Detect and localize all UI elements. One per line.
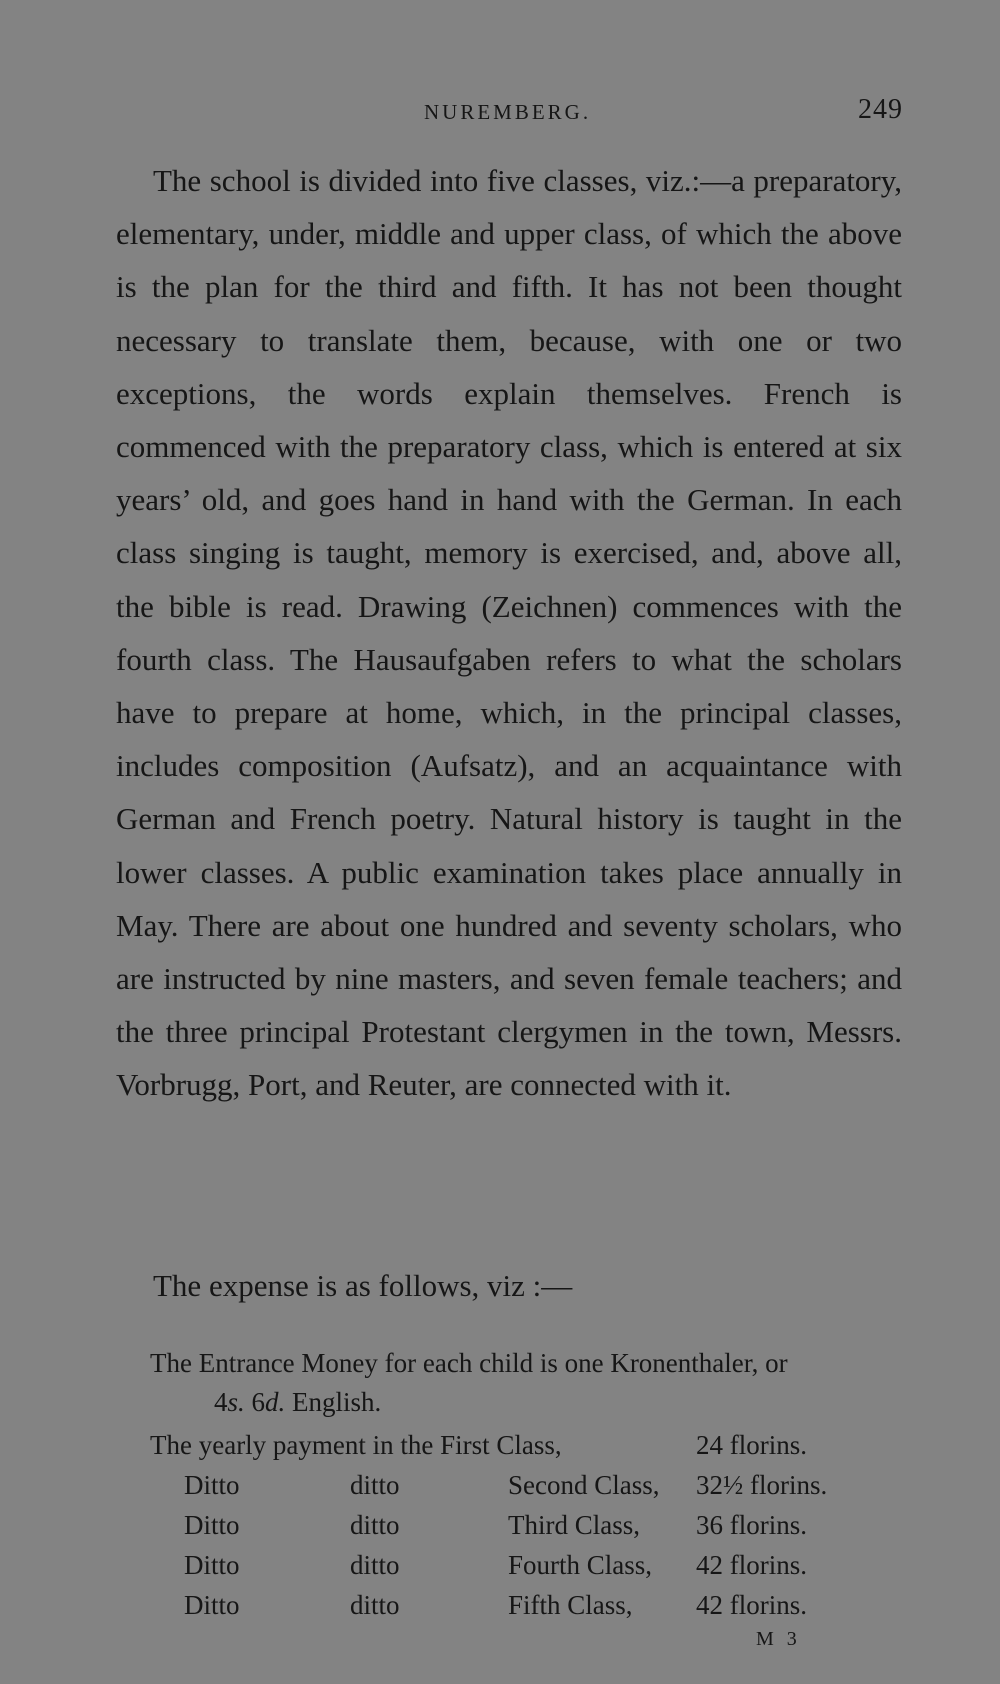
- fee-label: Ditto: [184, 1550, 240, 1580]
- fee-class: Third Class,: [508, 1510, 640, 1540]
- fee-row-fourth: [150, 1545, 910, 1585]
- fee-label: Ditto: [184, 1470, 240, 1500]
- paragraph-school-classes: The school is divided into five classes, viz.:—a preparatory, elementary, under, middle and upper class, of which the above is the plan for the third and fifth. It has not been thought necessary to translate them, because, with one or two exceptions, the words explain themselves. French is commenced with the preparatory class, which is entered at six years’ old, and goes hand in hand with the German. In each class singing is taught, memory is exercised, and, above all, the bible is read. Drawing (Zeichnen) commences with the fourth class. The Hausaufgaben refers to what the scholars have to prepare at home, which, in the principal classes, includes composition (Aufsatz), and an acquaintance with German and French poetry. Natural history is taught in the lower classes. A public examination takes place annually in May. There are about one hundred and seventy scholars, who are instructed by nine masters, and seven female teachers; and the three principal Protestant clergymen in the town, Messrs. Vorbrugg, Port, and Reuter, are connected with it.: [116, 163, 902, 1103]
- entrance-line-2: 4s. 6d. English.: [214, 1387, 382, 1417]
- fee-row-first: [150, 1425, 910, 1465]
- fee-label: Ditto: [184, 1590, 240, 1620]
- fee-class: Second Class,: [508, 1470, 660, 1500]
- fee-amount: 32½ florins.: [696, 1470, 828, 1500]
- fee-amount: 24 florins.: [696, 1430, 807, 1460]
- fee-table: [150, 1425, 910, 1625]
- fee-label: The yearly payment in the First Class,: [150, 1430, 562, 1460]
- fee-amount: 42 florins.: [696, 1550, 807, 1580]
- fee-ditto: ditto: [350, 1590, 400, 1620]
- fee-row-third: [150, 1505, 910, 1545]
- fee-class: Fourth Class,: [508, 1550, 653, 1580]
- fee-amount: 36 florins.: [696, 1510, 807, 1540]
- entrance-money-note: [150, 1344, 902, 1422]
- fee-row-fifth: [150, 1585, 910, 1625]
- running-title: NUREMBERG.: [424, 100, 592, 124]
- body-text: [116, 154, 902, 1112]
- fee-ditto: ditto: [350, 1470, 400, 1500]
- running-head: [0, 94, 1000, 134]
- fee-ditto: ditto: [350, 1510, 400, 1540]
- signature-mark: M 3: [756, 1628, 801, 1650]
- entrance-line-1: The Entrance Money for each child is one Kronenthaler, or: [150, 1348, 788, 1378]
- fee-class: Fifth Class,: [508, 1590, 633, 1620]
- page-number: 249: [858, 94, 903, 125]
- expense-intro: The expense is as follows, viz :—: [153, 1268, 573, 1303]
- fee-row-second: [150, 1465, 910, 1505]
- fee-ditto: ditto: [350, 1550, 400, 1580]
- fee-label: Ditto: [184, 1510, 240, 1540]
- fee-amount: 42 florins.: [696, 1590, 807, 1620]
